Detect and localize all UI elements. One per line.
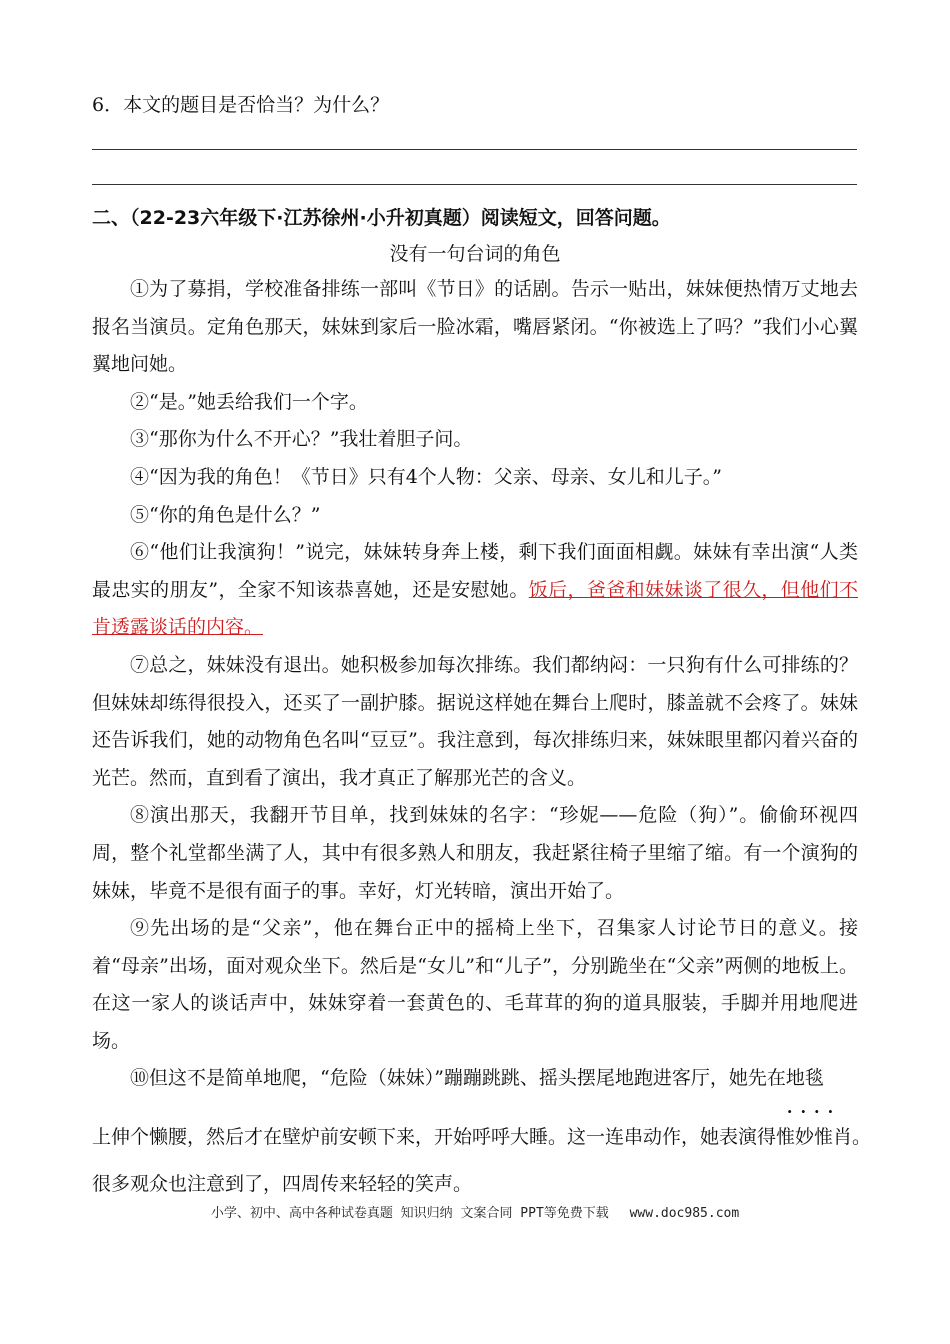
article-body bbox=[92, 271, 858, 1098]
answer-line bbox=[92, 184, 857, 185]
page-footer: 小学、初中、高中各种试卷真题 知识归纳 文案合同 PPT等免费下载 www.doc985.com bbox=[210, 1206, 740, 1221]
emphasized-phrase bbox=[776, 1102, 853, 1152]
paragraph-10-start: ⑩但这不是简单地爬，“危险（妹妹）”蹦蹦跳跳、摇头摆尾地跑进客厅，她先在地毯 bbox=[130, 1067, 824, 1090]
answer-line bbox=[92, 149, 857, 150]
paragraph-6-text: ⑥“他们让我演狗！”说完，妹妹转身奔上楼，剩下我们面面相觑。妹妹有幸出演“人类最忠实的朋友”，全家不知该恭喜她，还是安慰她。 bbox=[92, 541, 858, 601]
emphasized-word: 惟妙惟肖 bbox=[776, 1126, 853, 1148]
paragraph-7: ⑦总之，妹妹没有退出。她积极参加每次排练。我们都纳闷：一只狗有什么可排练的？但妹妹却练得很投入，还买了一副护膝。据说这样她在舞台上爬时，膝盖就不会疼了。妹妹还告诉我们，她的动物角色名叫“豆豆”。我注意到，每次排练归来，妹妹眼里都闪着兴奋的光芒。然而，直到看了演出，我才真正了解那光芒的含义。 bbox=[92, 653, 858, 789]
paragraph-8: ⑧演出那天，我翻开节目单，找到妹妹的名字：“珍妮——危险（狗）”。偷偷环视四周，整个礼堂都坐满了人，其中有很多熟人和朋友，我赶紧往椅子里缩了缩。有一个演狗的妹妹，毕竟不是很有面子的事。幸好，灯光转暗，演出开始了。 bbox=[92, 804, 858, 902]
paragraph-2: ②“是。”她丢给我们一个字。 bbox=[130, 390, 368, 413]
paragraph-9: ⑨先出场的是“父亲”，他在舞台正中的摇椅上坐下，召集家人讨论节日的意义。接着“母亲”出场，面对观众坐下。然后是“女儿”和“儿子”，分别跪坐在“父亲”两侧的地板上。在这一家人的谈话声中，妹妹穿着一套黄色的、毛茸茸的狗的道具服装，手脚并用地爬进场。 bbox=[92, 917, 858, 1052]
question-6: 6．本文的题目是否恰当？为什么？ bbox=[92, 94, 390, 116]
highlighted-sentence: 饭后，爸爸和妹妹谈了很久，但他们不肯透露谈话的内容。 bbox=[92, 578, 858, 639]
article-title: 没有一句台词的角色 bbox=[389, 243, 561, 265]
paragraph-5: ⑤“你的角色是什么？” bbox=[130, 503, 321, 526]
paragraph-10-continued bbox=[92, 1102, 872, 1152]
section-heading: 二、（22-23六年级下·江苏徐州·小升初真题）阅读短文，回答问题。 bbox=[92, 207, 671, 229]
paragraph-1: ①为了募捐，学校准备排练一部叫《节日》的话剧。告示一贴出，妹妹便热情万丈地去报名当演员。定角色那天，妹妹到家后一脸冰霜，嘴唇紧闭。“你被选上了吗？”我们小心翼翼地问她。 bbox=[92, 278, 858, 376]
paragraph-6 bbox=[92, 534, 858, 647]
emphasis-dots: ···· bbox=[786, 1102, 842, 1121]
paragraph-10-text: 上伸个懒腰，然后才在壁炉前安顿下来，开始呼呼大睡。这一连串动作，她表演得 bbox=[92, 1126, 777, 1148]
paragraph-3: ③“那你为什么不开心？”我壮着胆子问。 bbox=[130, 428, 473, 451]
paragraph-4: ④“因为我的角色！《节日》只有4个人物：父亲、母亲、女儿和儿子。” bbox=[130, 465, 723, 488]
paragraph-10-end: 。 bbox=[852, 1126, 872, 1148]
paragraph-10-final-line: 很多观众也注意到了，四周传来轻轻的笑声。 bbox=[92, 1173, 473, 1195]
